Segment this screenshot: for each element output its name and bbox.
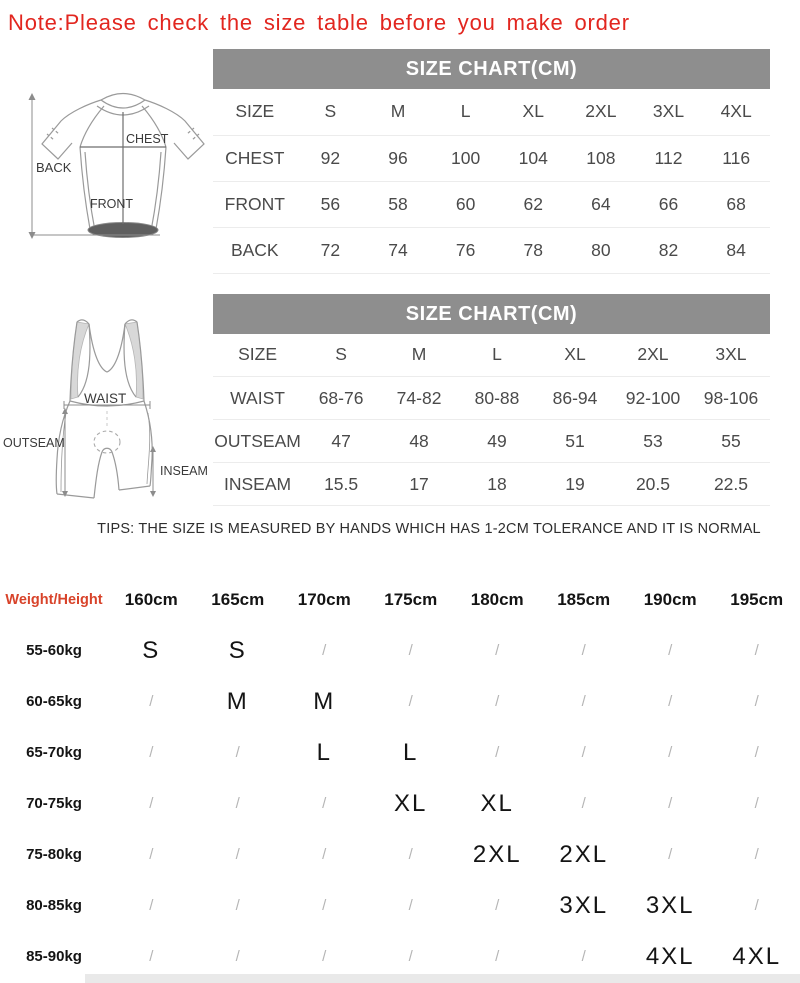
jersey-back-label: BACK: [36, 160, 72, 175]
recommended-size-cell: 3XL: [645, 891, 695, 919]
not-available-cell: /: [754, 846, 759, 863]
bib-racer-back: [89, 324, 125, 372]
measure-value: 18: [458, 463, 536, 506]
jersey-illustration: [0, 82, 215, 250]
measure-value: 53: [614, 420, 692, 463]
recommended-size-cell: S: [228, 636, 247, 664]
weight-row: [0, 676, 800, 727]
measure-value: 58: [364, 181, 432, 227]
bib-waist-label: WAIST: [84, 391, 127, 406]
measure-value: 78: [499, 227, 567, 273]
size-header-row: [213, 89, 770, 135]
not-available-cell: /: [322, 897, 327, 914]
size-column-label: SIZE: [213, 334, 302, 377]
weight-height-table: [0, 574, 800, 982]
measure-value: 72: [297, 227, 365, 273]
measure-value: 92: [297, 135, 365, 181]
back-arrow-top-icon: [29, 93, 36, 100]
measure-row-label: CHEST: [213, 135, 297, 181]
measure-value: 17: [380, 463, 458, 506]
size-table-row: [213, 227, 770, 273]
not-available-cell: /: [754, 744, 759, 761]
weight-row: [0, 727, 800, 778]
not-available-cell: /: [495, 948, 500, 965]
outseam-arrow-bottom-icon: [62, 491, 68, 497]
jersey-collar-outline: [101, 94, 145, 101]
jersey-chest-label: CHEST: [126, 132, 169, 146]
measure-value: 80-88: [458, 377, 536, 420]
jersey-diagram: [0, 82, 215, 255]
bib-left-strap-panel: [71, 322, 89, 399]
shorts-size-chart-title: SIZE CHART(CM): [213, 294, 770, 334]
weight-row-label: 85-90kg: [26, 948, 82, 965]
size-column-header: 2XL: [614, 334, 692, 377]
not-available-cell: /: [408, 642, 413, 659]
jersey-left-seam: [80, 106, 104, 147]
measure-value: 66: [635, 181, 703, 227]
measure-value: 104: [499, 135, 567, 181]
order-note: Note:Please check the size table before you make order: [8, 10, 630, 35]
weight-row: [0, 625, 800, 676]
not-available-cell: /: [235, 846, 240, 863]
not-available-cell: /: [149, 948, 154, 965]
not-available-cell: /: [581, 693, 586, 710]
not-available-cell: /: [581, 642, 586, 659]
size-column-header: 3XL: [692, 334, 770, 377]
not-available-cell: /: [235, 897, 240, 914]
measure-value: 74: [364, 227, 432, 273]
not-available-cell: /: [668, 744, 673, 761]
size-table-row: [213, 463, 770, 506]
jersey-front-label: FRONT: [90, 197, 134, 211]
height-column-header: 190cm: [643, 589, 697, 609]
size-column-header: S: [302, 334, 380, 377]
not-available-cell: /: [322, 846, 327, 863]
size-table-row: [213, 135, 770, 181]
jersey-left-panel: [85, 152, 95, 231]
not-available-cell: /: [495, 897, 500, 914]
recommended-size-cell: M: [226, 687, 249, 715]
measure-value: 51: [536, 420, 614, 463]
size-column-header: 2XL: [567, 89, 635, 135]
measure-value: 15.5: [302, 463, 380, 506]
weight-row-label: 80-85kg: [26, 897, 82, 914]
measure-value: 48: [380, 420, 458, 463]
measure-value: 62: [499, 181, 567, 227]
measure-value: 84: [702, 227, 770, 273]
weight-row-label: 75-80kg: [26, 846, 82, 863]
jersey-size-section: [213, 49, 770, 274]
jersey-right-sleeve: [145, 100, 204, 159]
height-column-header: 170cm: [297, 589, 351, 609]
measure-value: 20.5: [614, 463, 692, 506]
recommended-size-cell: 3XL: [559, 891, 609, 919]
size-table-row: [213, 181, 770, 227]
weight-row-label: 70-75kg: [26, 795, 82, 812]
measure-row-label: WAIST: [213, 377, 302, 420]
shorts-left-cuff: [57, 494, 94, 498]
recommended-size-cell: M: [313, 687, 336, 715]
measure-value: 112: [635, 135, 703, 181]
not-available-cell: /: [581, 744, 586, 761]
measure-row-label: INSEAM: [213, 463, 302, 506]
measure-value: 116: [702, 135, 770, 181]
bib-right-strap-panel: [125, 322, 143, 399]
bib-shorts-illustration: [0, 313, 215, 518]
bib-shorts-diagram: [0, 313, 215, 523]
not-available-cell: /: [322, 795, 327, 812]
not-available-cell: /: [668, 846, 673, 863]
recommended-size-cell: XL: [480, 789, 514, 817]
measure-value: 68: [702, 181, 770, 227]
height-column-header: 185cm: [557, 589, 611, 609]
height-column-header: 160cm: [124, 589, 178, 609]
not-available-cell: /: [754, 642, 759, 659]
not-available-cell: /: [495, 642, 500, 659]
size-column-header: L: [432, 89, 500, 135]
measure-value: 82: [635, 227, 703, 273]
measure-value: 108: [567, 135, 635, 181]
recommended-size-cell: 4XL: [732, 942, 782, 970]
measure-value: 49: [458, 420, 536, 463]
not-available-cell: /: [668, 642, 673, 659]
weight-row-label: 60-65kg: [26, 693, 82, 710]
not-available-cell: /: [754, 897, 759, 914]
weight-row: [0, 829, 800, 880]
size-table-row: [213, 420, 770, 463]
inseam-arrow-bottom-icon: [150, 491, 156, 497]
jersey-left-sleeve: [42, 100, 101, 159]
measure-value: 98-106: [692, 377, 770, 420]
recommended-size-cell: L: [403, 738, 419, 766]
measure-value: 86-94: [536, 377, 614, 420]
measure-value: 60: [432, 181, 500, 227]
height-column-header: 165cm: [211, 589, 265, 609]
not-available-cell: /: [149, 693, 154, 710]
size-column-header: XL: [536, 334, 614, 377]
size-header-row: [213, 334, 770, 377]
bib-back-seams: [78, 324, 136, 397]
measure-value: 64: [567, 181, 635, 227]
measure-row-label: FRONT: [213, 181, 297, 227]
size-column-label: SIZE: [213, 89, 297, 135]
recommended-size-cell: 2XL: [559, 840, 609, 868]
shorts-right-seam: [147, 413, 150, 484]
size-column-header: 3XL: [635, 89, 703, 135]
shorts-right-inner: [112, 452, 119, 490]
shorts-left-inner: [94, 452, 102, 498]
measure-value: 100: [432, 135, 500, 181]
jersey-size-chart-title: SIZE CHART(CM): [213, 49, 770, 89]
not-available-cell: /: [408, 693, 413, 710]
size-column-header: M: [380, 334, 458, 377]
weight-row: [0, 880, 800, 931]
weight-row-label: 55-60kg: [26, 642, 82, 659]
measure-value: 22.5: [692, 463, 770, 506]
not-available-cell: /: [668, 693, 673, 710]
not-available-cell: /: [754, 795, 759, 812]
not-available-cell: /: [408, 846, 413, 863]
not-available-cell: /: [754, 693, 759, 710]
bottom-strip: [85, 974, 800, 983]
recommended-size-cell: L: [316, 738, 332, 766]
not-available-cell: /: [495, 744, 500, 761]
not-available-cell: /: [235, 795, 240, 812]
bib-outseam-label: OUTSEAM: [3, 436, 65, 450]
jersey-right-panel: [151, 152, 161, 231]
size-column-header: M: [364, 89, 432, 135]
shorts-size-table: [213, 334, 770, 507]
size-column-header: L: [458, 334, 536, 377]
inseam-arrow-top-icon: [150, 446, 156, 452]
not-available-cell: /: [235, 744, 240, 761]
weight-row-label: 65-70kg: [26, 744, 82, 761]
size-column-header: XL: [499, 89, 567, 135]
size-table-row: [213, 377, 770, 420]
jersey-collar-inner: [101, 100, 145, 108]
not-available-cell: /: [235, 948, 240, 965]
shorts-right-cuff: [119, 486, 150, 490]
not-available-cell: /: [408, 897, 413, 914]
not-available-cell: /: [668, 795, 673, 812]
chamois-pad: [94, 431, 120, 453]
measure-row-label: OUTSEAM: [213, 420, 302, 463]
not-available-cell: /: [495, 693, 500, 710]
measure-value: 74-82: [380, 377, 458, 420]
height-column-header: 180cm: [470, 589, 524, 609]
not-available-cell: /: [149, 846, 154, 863]
height-column-header: 195cm: [730, 589, 784, 609]
measure-value: 55: [692, 420, 770, 463]
not-available-cell: /: [149, 897, 154, 914]
not-available-cell: /: [408, 948, 413, 965]
weight-row: [0, 778, 800, 829]
shorts-crotch: [102, 448, 112, 452]
measure-value: 92-100: [614, 377, 692, 420]
jersey-size-table: [213, 89, 770, 274]
measure-value: 80: [567, 227, 635, 273]
not-available-cell: /: [581, 948, 586, 965]
measure-value: 96: [364, 135, 432, 181]
not-available-cell: /: [149, 744, 154, 761]
recommended-size-cell: XL: [394, 789, 428, 817]
not-available-cell: /: [322, 642, 327, 659]
tolerance-tip: TIPS: THE SIZE IS MEASURED BY HANDS WHICH HAS 1-2CM TOLERANCE AND IT IS NORMAL: [97, 521, 761, 537]
recommended-size-cell: S: [142, 636, 161, 664]
weight-height-corner-label: Weight/Height: [5, 591, 103, 608]
not-available-cell: /: [322, 948, 327, 965]
measure-row-label: BACK: [213, 227, 297, 273]
measure-value: 47: [302, 420, 380, 463]
measure-value: 76: [432, 227, 500, 273]
wh-header-row: [0, 574, 800, 625]
height-column-header: 175cm: [384, 589, 438, 609]
measure-value: 56: [297, 181, 365, 227]
not-available-cell: /: [581, 795, 586, 812]
recommended-size-cell: 4XL: [645, 942, 695, 970]
measure-value: 19: [536, 463, 614, 506]
recommended-size-cell: 2XL: [472, 840, 522, 868]
shorts-size-section: [213, 294, 770, 507]
bib-inseam-label: INSEAM: [160, 464, 208, 478]
size-column-header: 4XL: [702, 89, 770, 135]
measure-value: 68-76: [302, 377, 380, 420]
not-available-cell: /: [149, 795, 154, 812]
size-column-header: S: [297, 89, 365, 135]
